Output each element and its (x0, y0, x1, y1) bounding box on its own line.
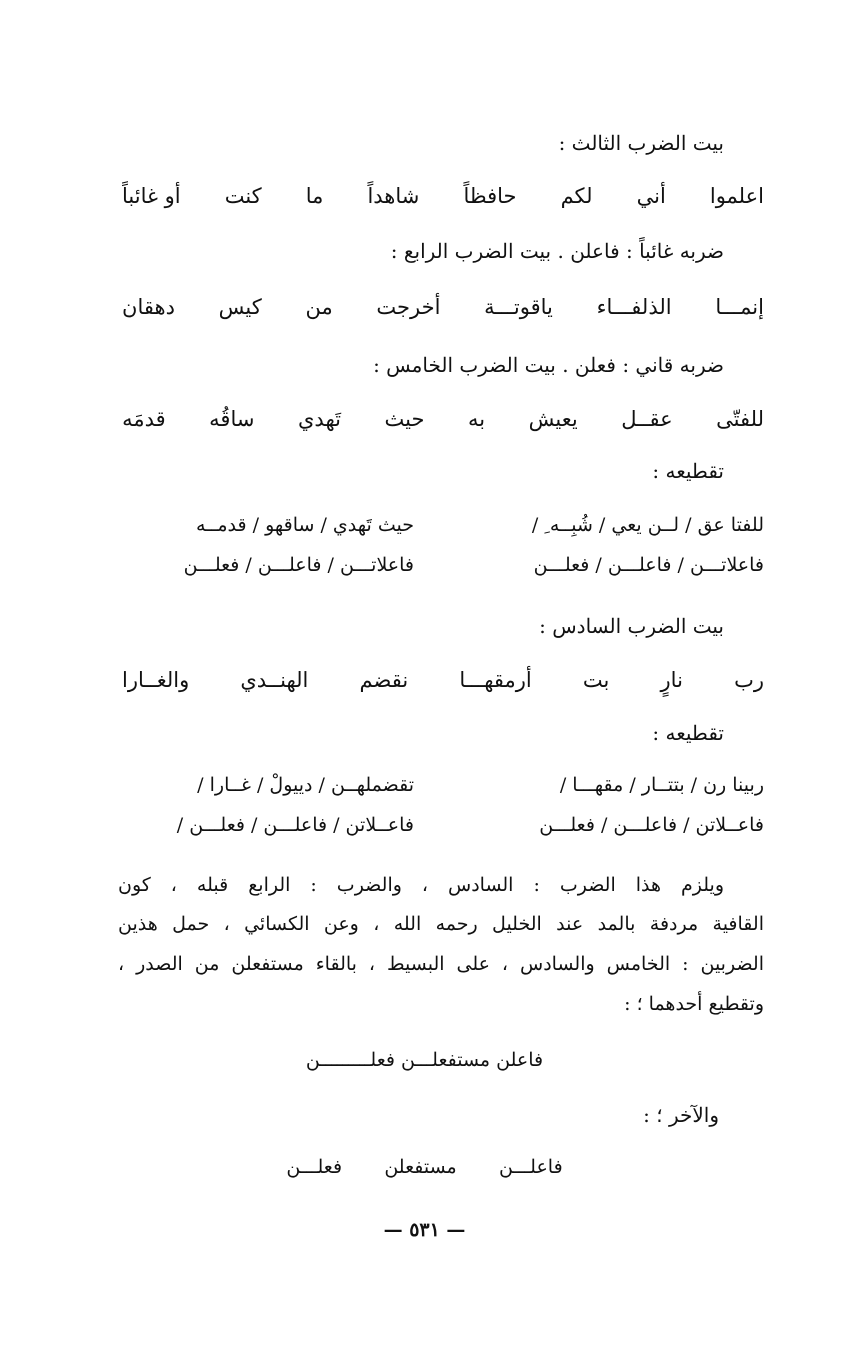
heading-scansion-2: تقطيعه : (652, 721, 724, 745)
verse-word: لكم (560, 184, 593, 208)
verse-word: ساقُه (209, 407, 255, 431)
page-number: — ٥٣١ — (383, 1219, 466, 1241)
paragraph-line: ويلزم هذا الضرب : السادس ، والضرب : الرابع قبله ، كون (118, 874, 724, 896)
verse-word: ما (305, 184, 324, 208)
verse-word: نقضم (359, 668, 409, 692)
verse-word: أخرجت (376, 295, 441, 319)
verse-word: للفتّى (716, 407, 764, 431)
verse-fifth-meter (122, 404, 764, 434)
verse-word: اعلموا (709, 184, 764, 208)
verse-word: إنمـــا (715, 295, 764, 319)
heading-fourth-meter: ضربه غائباً : فاعلن . بيت الضرب الرابع : (390, 239, 724, 263)
scansion-feet-first: فاعــلاتن / فاعلـــن / فعلـــن (539, 814, 764, 836)
verse-word: والغــارا (122, 668, 190, 692)
meter-formula-1: فاعلن مستفعلـــن فعلـــــــــن (305, 1049, 544, 1071)
verse-word: شاهداً (367, 184, 420, 208)
verse-word: أو غائباً (122, 184, 181, 208)
verse-word: عقــل (621, 407, 673, 431)
scansion-hemistich-second: تقضملهــن / دييولْ / غــارا / (197, 774, 414, 796)
verse-third-meter (122, 181, 764, 211)
verse-word: نارٍ (660, 668, 683, 692)
verse-word: الهنــدي (240, 668, 309, 692)
heading-fifth-meter: ضربه قاني : فعلن . بيت الضرب الخامس : (373, 353, 724, 377)
verse-word: كنت (224, 184, 262, 208)
heading-sixth-meter: بيت الضرب السادس : (539, 614, 724, 638)
paragraph-line: الضربين : الخامس والسادس ، على البسيط ، بالقاء مستفعلن من الصدر ، (118, 953, 764, 975)
heading-scansion-1: تقطيعه : (652, 459, 724, 483)
verse-word: يعيش (528, 407, 578, 431)
verse-word: كيس (218, 295, 262, 319)
scansion-feet-first: فاعلاتـــن / فاعلـــن / فعلـــن (533, 554, 764, 576)
verse-word: رب (734, 668, 764, 692)
verse-word: حيث (384, 407, 425, 431)
paragraph-line: وتقطيع أحدهما ؛ : (624, 993, 764, 1015)
verse-sixth-meter (122, 665, 764, 695)
verse-word: من (305, 295, 333, 319)
verse-word: أني (636, 184, 666, 208)
scansion-hemistich-first: ربينا رن / بتتــار / مقهـــا / (559, 774, 764, 796)
verse-word: ياقوتـــة (484, 295, 553, 319)
scansion-feet-second: فاعــلاتن / فاعلـــن / فعلـــن / (176, 814, 414, 836)
meter-formula-2: فاعلـــن مستفعلن فعلـــن (286, 1156, 563, 1178)
scansion-hemistich-first: للفتا عق / لــن يعي / شُبِــه ِ / (531, 514, 764, 536)
other-label: والآخر ؛ : (643, 1103, 719, 1127)
verse-word: قدمَه (122, 407, 166, 431)
scansion-feet-second: فاعلاتـــن / فاعلـــن / فعلـــن (183, 554, 414, 576)
verse-word: بت (582, 668, 610, 692)
verse-fourth-meter (122, 292, 764, 322)
verse-word: أرمقهـــا (459, 668, 532, 692)
paragraph-line: القافية مردفة بالمد عند الخليل رحمه الله ، وعن الكسائي ، حمل هذين (118, 913, 764, 935)
verse-word: الذلفـــاء (596, 295, 672, 319)
heading-third-meter: بيت الضرب الثالث : (558, 131, 724, 155)
verse-word: تَهدي (298, 407, 341, 431)
verse-word: دهقان (122, 295, 175, 319)
verse-word: به (468, 407, 486, 431)
scansion-hemistich-second: حيث تَهدي / ساقهو / قدمــه (196, 514, 414, 536)
verse-word: حافظاً (463, 184, 517, 208)
